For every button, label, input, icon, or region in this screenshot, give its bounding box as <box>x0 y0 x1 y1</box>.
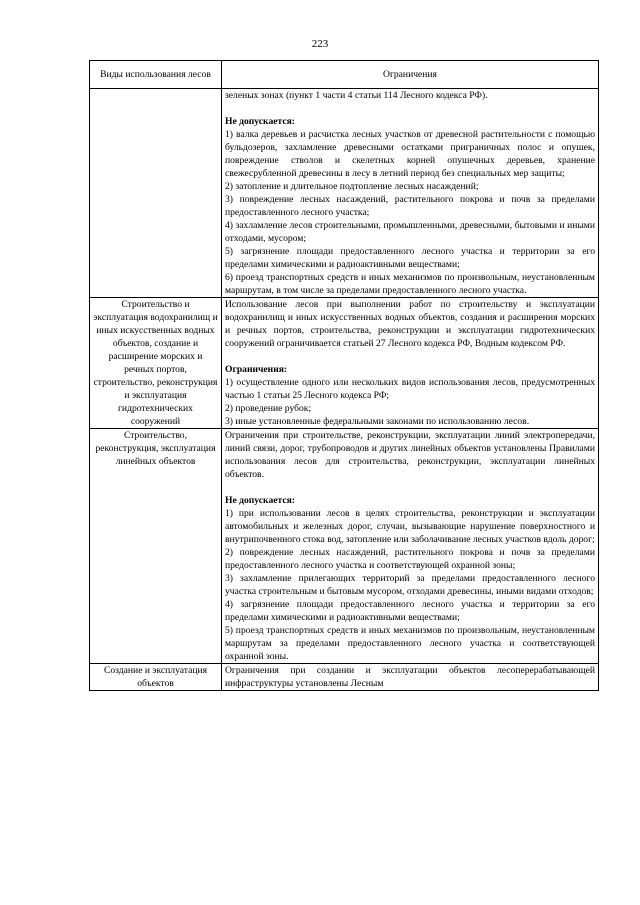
table-row <box>90 298 599 429</box>
forest-use-type-cell: Создание и эксплуатация объектов <box>90 664 222 691</box>
table-row <box>90 429 599 664</box>
restriction-paragraph: 1) валка деревьев и расчистка лесных участков от древесной растительности с помощью бульдозеров, захламление древесными остатками приграничных полос и опушек, повреждение стволов и скелетных корней опушечных деревьев, хранение свежесрубленной древесины в лесу в летний период без специальных мер защиты; <box>225 129 595 179</box>
restriction-heading: Не допускается: <box>225 495 295 506</box>
restriction-paragraph: 4) захламление лесов строительными, промышленными, древесными, бытовыми и иными отходами, мусором; <box>225 220 595 244</box>
restriction-paragraph: 3) повреждение лесных насаждений, растительного покрова и почв за пределами предоставленного лесного участка; <box>225 194 595 218</box>
restriction-paragraph: 6) проезд транспортных средств и иных механизмов по произвольным, неустановленным маршрутам, в том числе за пределами предоставленного лесного участка. <box>225 272 595 296</box>
restriction-paragraph: 2) повреждение лесных насаждений, растительного покрова и почв за пределами предоставленного лесного участка и соответствующей охранной зоны; <box>225 547 595 571</box>
table-row <box>90 89 599 298</box>
restriction-paragraph: 5) загрязнение площади предоставленного лесного участка и территории за его пределами химическими и радиоактивными веществами; <box>225 246 595 270</box>
restriction-paragraph: Ограничения при создании и эксплуатации объектов лесоперерабатывающей инфраструктуры установлены Лесным <box>225 665 595 689</box>
restriction-paragraph: 1) осуществление одного или нескольких видов использования лесов, предусмотренных частью 1 статьи 25 Лесного кодекса РФ; <box>225 377 595 401</box>
restriction-paragraph: Ограничения при строительстве, реконструкции, эксплуатации линий электропередачи, линий связи, дорог, трубопроводов и других линейных объектов установлены Правилами использования лесов для строительства, реконструкции, эксплуатации линейных объектов. <box>225 430 595 480</box>
restriction-paragraph: 2) затопление и длительное подтопление лесных насаждений; <box>225 181 479 192</box>
restriction-paragraph: 3) иные установленные федеральными законами по использованию лесов. <box>225 416 530 427</box>
table-body <box>90 89 599 691</box>
forest-use-type-cell: Строительство, реконструкция, эксплуатация линейных объектов <box>90 429 222 664</box>
restriction-heading: Не допускается: <box>225 116 295 127</box>
restriction-paragraph <box>225 350 595 363</box>
restriction-paragraph: Использование лесов при выполнении работ по строительству и эксплуатации водохранилищ и иных искусственных водных объектов, создания и расширения морских и речных портов, строительства, реконструкции и эксплуатации гидротехнических сооружений ограничивается статьей 27 Лесного кодекса РФ, Водным кодексом РФ. <box>225 299 595 349</box>
restriction-paragraph: 2) проведение рубок; <box>225 403 312 414</box>
table-row <box>90 664 599 691</box>
restriction-paragraph: зеленых зонах (пункт 1 части 4 статьи 114 Лесного кодекса РФ). <box>225 90 488 101</box>
restriction-paragraph: 1) при использовании лесов в целях строительства, реконструкции и эксплуатации автомобильных и железных дорог, случаи, вызывающие нарушение поверхностного и внутрипочвенного стока вод, затопление или заболачивание лесных участков вдоль дорог; <box>225 508 595 545</box>
restriction-paragraph: 5) проезд транспортных средств и иных механизмов по произвольным, неустановленным маршрутам за пределами предоставленного лесного участка и соответствующей охранной зоны. <box>225 625 595 662</box>
restriction-paragraph: 4) загрязнение площади предоставленного лесного участка и территории за его пределами химическими и радиоактивными веществами; <box>225 599 595 623</box>
page-number: 223 <box>311 38 329 50</box>
restriction-paragraph <box>225 102 595 115</box>
restrictions-cell <box>222 89 599 298</box>
restriction-heading: Ограничения: <box>225 364 288 375</box>
restrictions-cell <box>222 429 599 664</box>
restriction-paragraph <box>225 481 595 494</box>
restrictions-table <box>89 60 599 691</box>
restrictions-cell <box>222 664 599 691</box>
header-restrictions: Ограничения <box>222 61 599 89</box>
header-forest-use-types: Виды использования лесов <box>90 61 222 89</box>
forest-use-type-cell: Строительство и эксплуатация водохранилищ и иных искусственных водных объектов, создание и расширение морских и речных портов, строительство, реконструкция и эксплуатация гидротехнических сооружений <box>90 298 222 429</box>
table-header-row <box>90 61 599 89</box>
restrictions-cell <box>222 298 599 429</box>
restriction-paragraph: 3) захламление прилегающих территорий за пределами предоставленного лесного участка строительным и бытовым мусором, отходами древесины, иными видами отходов; <box>225 573 595 597</box>
forest-use-type-cell <box>90 89 222 298</box>
